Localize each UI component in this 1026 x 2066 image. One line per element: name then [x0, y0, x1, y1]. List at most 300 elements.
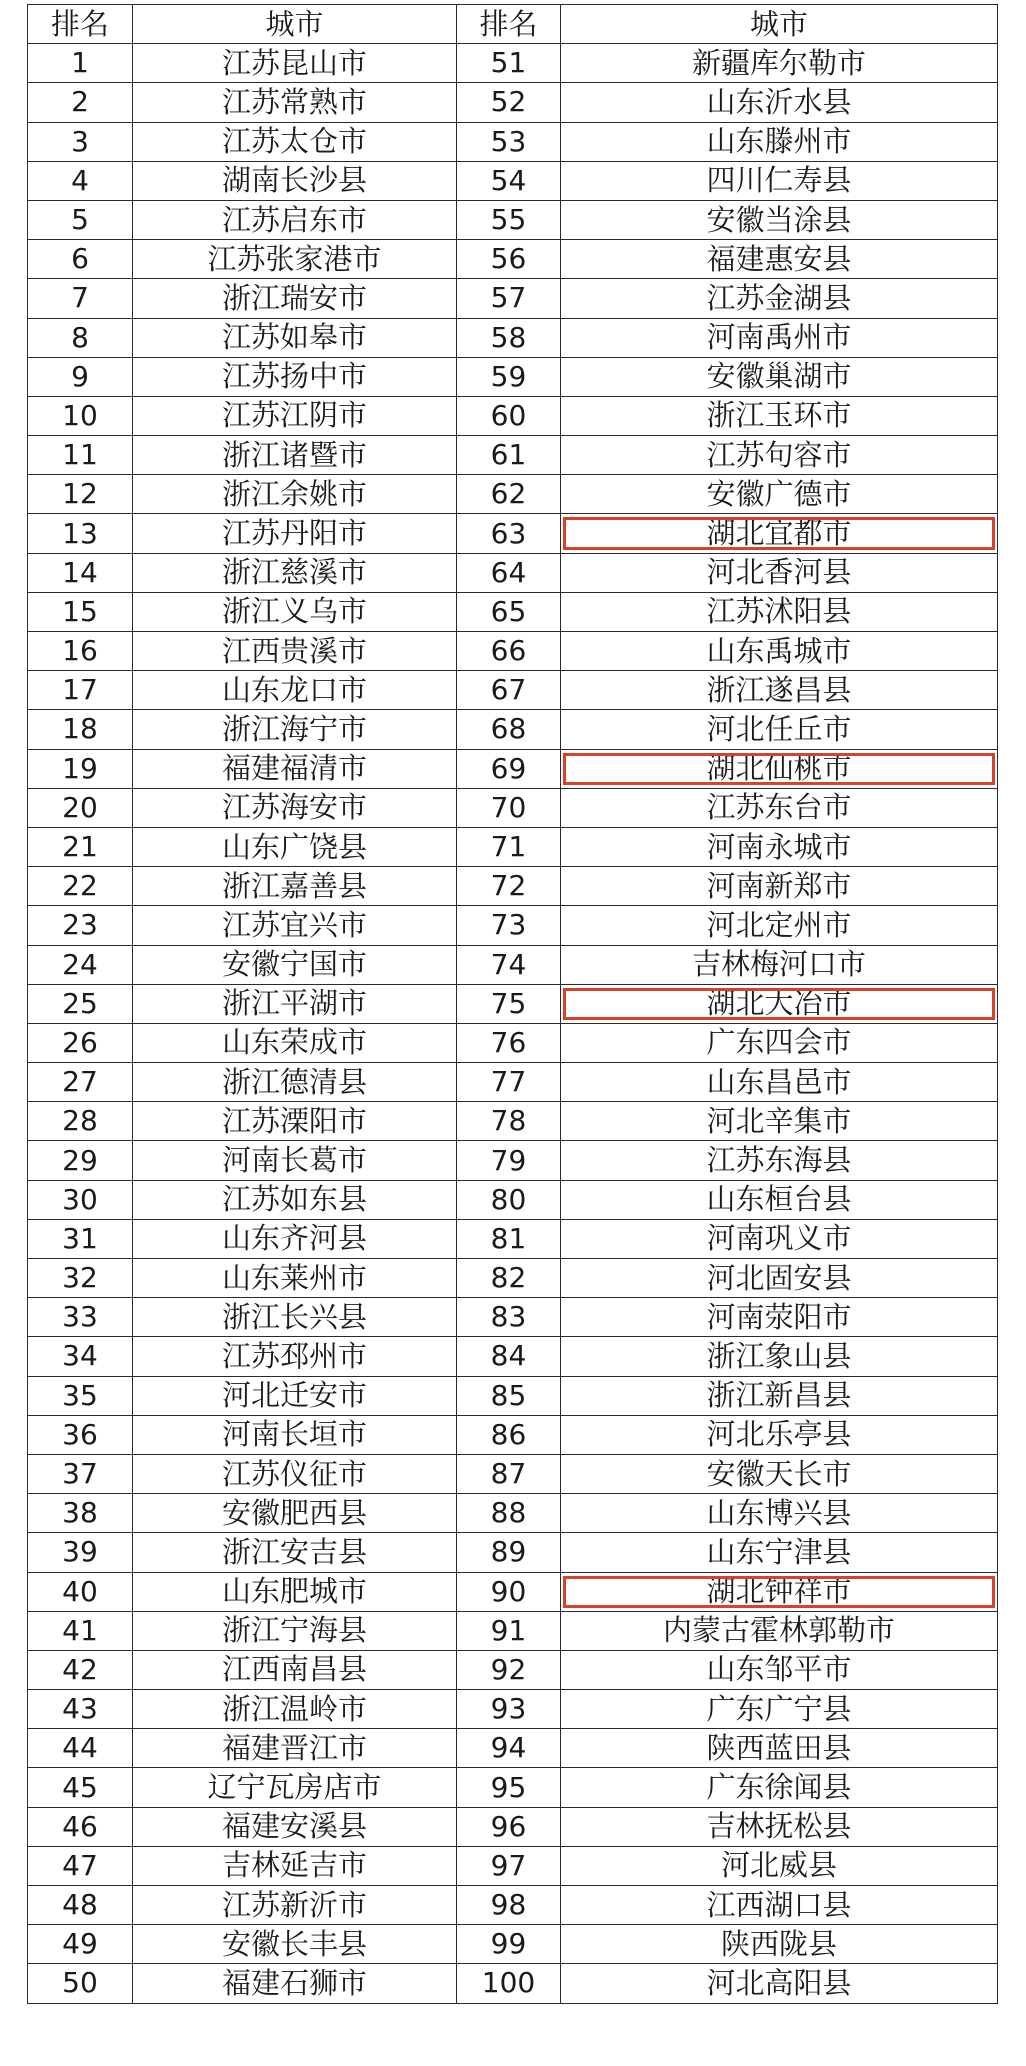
city-right-cell	[561, 1102, 998, 1141]
city-left-text: 河南长葛市	[221, 1143, 367, 1178]
rank-right-text: 65	[490, 594, 527, 628]
city-left-text: 江苏宜兴市	[221, 907, 367, 942]
city-left-text: 江西贵溪市	[221, 633, 367, 668]
city-right-cell	[561, 44, 998, 83]
rank-left-text: 49	[62, 1927, 98, 1961]
rank-right-text: 79	[490, 1143, 527, 1177]
rank-left-cell	[28, 671, 133, 710]
table-row	[28, 475, 998, 514]
rank-right-cell	[457, 240, 561, 279]
rank-left-text: 15	[62, 594, 98, 628]
table-row	[28, 867, 998, 906]
city-right-text: 山东昌邑市	[706, 1064, 852, 1099]
city-right-text: 山东桓台县	[706, 1182, 852, 1217]
rank-left-cell	[28, 1925, 133, 1964]
rank-right-cell	[457, 161, 561, 200]
city-right-text: 河北乐亭县	[706, 1417, 852, 1452]
city-left-cell	[133, 1690, 457, 1729]
city-right-text: 福建惠安县	[706, 241, 852, 276]
rank-right-text: 51	[490, 46, 527, 80]
rank-left-text: 7	[71, 281, 89, 315]
rank-right-cell	[457, 1690, 561, 1729]
rank-left-cell	[28, 1259, 133, 1298]
table-row	[28, 592, 998, 631]
city-right-text: 广东广宁县	[706, 1691, 852, 1726]
city-left-text: 安徽宁国市	[221, 947, 367, 982]
rank-right-text: 95	[490, 1770, 527, 1804]
rank-right-cell	[457, 1611, 561, 1650]
table-row	[28, 1846, 998, 1885]
header-rank-left: 排名	[28, 5, 133, 44]
rank-right-text: 96	[490, 1809, 527, 1843]
rank-right-text: 87	[490, 1457, 527, 1491]
rank-left-cell	[28, 44, 133, 83]
rank-left-text: 22	[62, 869, 98, 903]
city-left-text: 福建安溪县	[221, 1809, 367, 1844]
rank-left-cell	[28, 1023, 133, 1062]
city-left-cell	[133, 83, 457, 122]
rank-left-text: 12	[62, 477, 98, 511]
header-row	[28, 5, 998, 44]
table-row	[28, 240, 998, 279]
city-left-text: 江苏昆山市	[221, 45, 367, 80]
city-left-cell	[133, 749, 457, 788]
rank-left-text: 36	[62, 1417, 98, 1451]
rank-right-text: 84	[490, 1339, 527, 1373]
rank-left-cell	[28, 1729, 133, 1768]
table-row	[28, 396, 998, 435]
rank-left-cell	[28, 1611, 133, 1650]
city-right-cell	[561, 1611, 998, 1650]
city-right-text: 安徽当涂县	[706, 202, 852, 237]
city-left-cell	[133, 1415, 457, 1454]
rank-right-cell	[457, 1415, 561, 1454]
city-left-cell	[133, 1611, 457, 1650]
city-right-cell	[561, 1063, 998, 1102]
rank-left-cell	[28, 867, 133, 906]
city-right-text: 浙江玉环市	[706, 398, 852, 433]
city-right-cell	[561, 984, 998, 1023]
table-row	[28, 1925, 998, 1964]
rank-left-text: 14	[62, 555, 98, 589]
rank-left-cell	[28, 1494, 133, 1533]
city-right-cell	[561, 1298, 998, 1337]
city-right-text: 广东四会市	[706, 1025, 852, 1060]
rank-right-cell	[457, 906, 561, 945]
rank-right-text: 88	[490, 1496, 527, 1530]
rank-left-text: 41	[62, 1613, 98, 1647]
city-right-text: 陕西蓝田县	[706, 1730, 852, 1765]
ranking-table	[27, 4, 998, 2004]
rank-left-cell	[28, 83, 133, 122]
rank-left-cell	[28, 1846, 133, 1885]
city-left-cell	[133, 357, 457, 396]
rank-left-text: 28	[62, 1104, 98, 1138]
city-left-cell	[133, 1376, 457, 1415]
city-right-cell	[561, 1023, 998, 1062]
table-row	[28, 122, 998, 161]
table-header	[28, 5, 998, 44]
rank-left-text: 44	[62, 1731, 98, 1765]
city-right-cell	[561, 279, 998, 318]
table-row	[28, 44, 998, 83]
city-right-text: 四川仁寿县	[706, 163, 852, 198]
table-row	[28, 553, 998, 592]
city-right-text: 浙江象山县	[706, 1338, 852, 1373]
city-left-cell	[133, 1729, 457, 1768]
city-left-cell	[133, 1494, 457, 1533]
city-left-cell	[133, 475, 457, 514]
table-row	[28, 200, 998, 239]
city-right-cell	[561, 553, 998, 592]
city-right-text: 吉林梅河口市	[691, 947, 866, 982]
city-right-cell	[561, 1454, 998, 1493]
table-row	[28, 1533, 998, 1572]
city-left-text: 浙江宁海县	[221, 1613, 367, 1648]
city-left-text: 山东荣成市	[221, 1025, 367, 1060]
city-left-text: 湖南长沙县	[221, 163, 367, 198]
city-right-cell	[561, 1376, 998, 1415]
city-left-cell	[133, 1063, 457, 1102]
rank-left-cell	[28, 788, 133, 827]
rank-left-text: 50	[62, 1966, 98, 2000]
rank-left-text: 21	[62, 830, 98, 864]
rank-right-cell	[457, 671, 561, 710]
city-left-text: 浙江海宁市	[221, 711, 367, 746]
rank-right-cell	[457, 1650, 561, 1689]
city-left-text: 安徽肥西县	[221, 1495, 367, 1530]
rank-left-text: 31	[62, 1221, 98, 1255]
table-row	[28, 1376, 998, 1415]
city-left-cell	[133, 436, 457, 475]
city-right-text: 江苏东海县	[706, 1143, 852, 1178]
rank-right-text: 59	[490, 359, 527, 393]
city-right-text: 广东徐闻县	[706, 1770, 852, 1805]
city-right-cell	[561, 710, 998, 749]
rank-left-text: 35	[62, 1378, 98, 1412]
city-left-cell	[133, 240, 457, 279]
rank-right-text: 82	[490, 1261, 527, 1295]
table-row	[28, 1807, 998, 1846]
rank-right-text: 80	[490, 1182, 527, 1216]
rank-left-text: 26	[62, 1025, 98, 1059]
rank-right-cell	[457, 1768, 561, 1807]
rank-right-cell	[457, 632, 561, 671]
city-left-text: 浙江余姚市	[221, 476, 367, 511]
rank-right-cell	[457, 436, 561, 475]
city-left-text: 江苏太仓市	[221, 124, 367, 159]
table-row	[28, 1690, 998, 1729]
city-right-cell	[561, 632, 998, 671]
city-left-cell	[133, 945, 457, 984]
rank-right-cell	[457, 1886, 561, 1925]
rank-left-cell	[28, 279, 133, 318]
rank-left-cell	[28, 1415, 133, 1454]
rank-left-text: 37	[62, 1457, 98, 1491]
table-row	[28, 1259, 998, 1298]
rank-right-text: 64	[490, 555, 527, 589]
rank-right-cell	[457, 1180, 561, 1219]
table-row	[28, 83, 998, 122]
rank-right-text: 72	[490, 869, 527, 903]
city-right-cell	[561, 122, 998, 161]
city-left-text: 吉林延吉市	[221, 1848, 367, 1883]
city-right-text: 河南巩义市	[706, 1221, 852, 1256]
city-right-text: 河北任丘市	[706, 711, 852, 746]
city-left-text: 浙江温岭市	[221, 1691, 367, 1726]
rank-left-text: 43	[62, 1692, 98, 1726]
city-left-cell	[133, 1533, 457, 1572]
city-right-text: 河南荥阳市	[706, 1299, 852, 1334]
rank-right-text: 98	[490, 1888, 527, 1922]
city-right-cell	[561, 1650, 998, 1689]
rank-left-text: 10	[62, 398, 98, 432]
city-left-cell	[133, 592, 457, 631]
city-right-text: 湖北仙桃市	[706, 751, 852, 786]
city-right-text: 江苏东台市	[706, 790, 852, 825]
rank-right-cell	[457, 749, 561, 788]
rank-right-text: 90	[490, 1574, 527, 1608]
city-left-cell	[133, 514, 457, 553]
city-left-cell	[133, 1650, 457, 1689]
city-right-text: 河南永城市	[706, 829, 852, 864]
rank-right-text: 94	[490, 1731, 527, 1765]
city-right-cell	[561, 749, 998, 788]
table-row	[28, 1454, 998, 1493]
city-left-text: 江苏仪征市	[221, 1456, 367, 1491]
rank-left-cell	[28, 1807, 133, 1846]
table-row	[28, 827, 998, 866]
city-left-text: 江苏邳州市	[221, 1338, 367, 1373]
rank-left-text: 45	[62, 1770, 98, 1804]
rank-right-cell	[457, 867, 561, 906]
city-right-text: 浙江新昌县	[706, 1378, 852, 1413]
city-right-cell	[561, 514, 998, 553]
city-right-text: 安徽巢湖市	[706, 359, 852, 394]
rank-left-text: 39	[62, 1535, 98, 1569]
rank-left-cell	[28, 357, 133, 396]
table-row	[28, 279, 998, 318]
city-right-cell	[561, 788, 998, 827]
city-left-text: 江苏溧阳市	[221, 1103, 367, 1138]
table-row	[28, 1141, 998, 1180]
city-right-text: 山东滕州市	[706, 124, 852, 159]
city-left-text: 浙江义乌市	[221, 594, 367, 629]
city-right-cell	[561, 1337, 998, 1376]
rank-right-cell	[457, 1337, 561, 1376]
rank-left-cell	[28, 514, 133, 553]
city-left-text: 江苏扬中市	[221, 359, 367, 394]
rank-right-cell	[457, 357, 561, 396]
rank-left-cell	[28, 592, 133, 631]
table-row	[28, 1611, 998, 1650]
city-left-cell	[133, 1337, 457, 1376]
city-left-cell	[133, 1925, 457, 1964]
city-right-cell	[561, 1690, 998, 1729]
city-left-text: 江苏海安市	[221, 790, 367, 825]
rank-left-text: 17	[62, 673, 98, 707]
city-left-text: 浙江安吉县	[221, 1534, 367, 1569]
rank-right-text: 99	[490, 1927, 527, 1961]
rank-right-text: 69	[490, 751, 527, 785]
rank-right-text: 55	[490, 203, 527, 237]
city-right-cell	[561, 867, 998, 906]
rank-right-text: 62	[490, 477, 527, 511]
city-left-text: 江苏常熟市	[221, 84, 367, 119]
city-left-text: 山东莱州市	[221, 1260, 367, 1295]
city-right-text: 河北定州市	[706, 907, 852, 942]
table-row	[28, 632, 998, 671]
city-right-cell	[561, 436, 998, 475]
rank-left-cell	[28, 1298, 133, 1337]
table-row	[28, 357, 998, 396]
city-right-text: 山东禹城市	[706, 633, 852, 668]
city-left-cell	[133, 44, 457, 83]
city-left-cell	[133, 1219, 457, 1258]
city-left-cell	[133, 867, 457, 906]
rank-right-cell	[457, 396, 561, 435]
city-left-cell	[133, 1454, 457, 1493]
city-right-cell	[561, 475, 998, 514]
rank-left-cell	[28, 396, 133, 435]
rank-right-cell	[457, 945, 561, 984]
rank-left-cell	[28, 318, 133, 357]
city-left-text: 江苏丹阳市	[221, 516, 367, 551]
city-right-cell	[561, 1180, 998, 1219]
rank-right-text: 61	[490, 438, 527, 472]
city-left-cell	[133, 671, 457, 710]
city-right-cell	[561, 1807, 998, 1846]
table-row	[28, 1768, 998, 1807]
table-row	[28, 1729, 998, 1768]
city-right-text: 河北威县	[720, 1848, 837, 1883]
city-right-cell	[561, 1219, 998, 1258]
rank-left-cell	[28, 984, 133, 1023]
rank-right-text: 68	[490, 712, 527, 746]
city-right-text: 江西湖口县	[706, 1887, 852, 1922]
city-right-cell	[561, 1494, 998, 1533]
table-row	[28, 1650, 998, 1689]
rank-right-cell	[457, 1964, 561, 2003]
rank-right-text: 74	[490, 947, 527, 981]
rank-right-cell	[457, 122, 561, 161]
table-body	[28, 44, 998, 2003]
city-left-cell	[133, 632, 457, 671]
header-rank-right: 排名	[457, 5, 561, 44]
rank-right-cell	[457, 200, 561, 239]
table-row	[28, 984, 998, 1023]
rank-right-cell	[457, 318, 561, 357]
rank-left-text: 25	[62, 986, 98, 1020]
rank-left-text: 30	[62, 1182, 98, 1216]
city-left-cell	[133, 827, 457, 866]
city-left-text: 江西南昌县	[221, 1652, 367, 1687]
city-right-text: 山东邹平市	[706, 1652, 852, 1687]
rank-right-cell	[457, 1807, 561, 1846]
table-row	[28, 1337, 998, 1376]
rank-right-cell	[457, 592, 561, 631]
city-left-text: 江苏如东县	[221, 1182, 367, 1217]
city-right-cell	[561, 1415, 998, 1454]
city-left-text: 河北迁安市	[221, 1378, 367, 1413]
rank-right-text: 54	[490, 163, 527, 197]
table-row	[28, 1102, 998, 1141]
rank-left-text: 6	[71, 242, 89, 276]
city-left-cell	[133, 161, 457, 200]
rank-left-text: 23	[62, 908, 98, 942]
rank-left-cell	[28, 1768, 133, 1807]
rank-left-cell	[28, 1533, 133, 1572]
rank-left-cell	[28, 1219, 133, 1258]
city-right-cell	[561, 1259, 998, 1298]
rank-left-text: 20	[62, 790, 98, 824]
city-left-cell	[133, 553, 457, 592]
city-right-cell	[561, 1964, 998, 2003]
rank-right-cell	[457, 1298, 561, 1337]
city-right-cell	[561, 1141, 998, 1180]
rank-right-cell	[457, 1533, 561, 1572]
city-left-cell	[133, 1964, 457, 2003]
city-left-text: 浙江长兴县	[221, 1299, 367, 1334]
rank-right-text: 86	[490, 1417, 527, 1451]
rank-left-cell	[28, 1690, 133, 1729]
rank-right-cell	[457, 1063, 561, 1102]
rank-right-cell	[457, 44, 561, 83]
rank-right-text: 70	[490, 790, 527, 824]
table-row	[28, 1964, 998, 2003]
city-left-text: 山东龙口市	[221, 672, 367, 707]
rank-left-text: 16	[62, 634, 98, 668]
city-left-cell	[133, 1886, 457, 1925]
rank-right-cell	[457, 83, 561, 122]
rank-left-cell	[28, 1141, 133, 1180]
city-left-cell	[133, 906, 457, 945]
table-row	[28, 788, 998, 827]
city-right-cell	[561, 906, 998, 945]
rank-right-cell	[457, 514, 561, 553]
city-left-text: 浙江诸暨市	[221, 437, 367, 472]
table-row	[28, 436, 998, 475]
city-right-cell	[561, 357, 998, 396]
rank-right-cell	[457, 1494, 561, 1533]
rank-left-text: 34	[62, 1339, 98, 1373]
rank-right-text: 76	[490, 1025, 527, 1059]
city-right-text: 安徽天长市	[706, 1456, 852, 1491]
rank-right-text: 63	[490, 516, 527, 550]
city-left-text: 山东广饶县	[221, 829, 367, 864]
city-right-cell	[561, 1768, 998, 1807]
city-left-text: 浙江慈溪市	[221, 555, 367, 590]
table-row	[28, 945, 998, 984]
rank-left-cell	[28, 475, 133, 514]
city-right-cell	[561, 240, 998, 279]
rank-right-cell	[457, 1454, 561, 1493]
rank-right-text: 57	[490, 281, 527, 315]
table-row	[28, 1219, 998, 1258]
rank-right-text: 67	[490, 673, 527, 707]
rank-left-cell	[28, 436, 133, 475]
rank-right-text: 73	[490, 908, 527, 942]
rank-right-cell	[457, 1141, 561, 1180]
rank-left-text: 47	[62, 1848, 98, 1882]
city-left-text: 浙江德清县	[221, 1064, 367, 1099]
city-left-cell	[133, 1141, 457, 1180]
rank-right-cell	[457, 1219, 561, 1258]
rank-right-text: 56	[490, 242, 527, 276]
rank-right-cell	[457, 553, 561, 592]
rank-left-cell	[28, 1964, 133, 2003]
rank-left-text: 9	[71, 359, 89, 393]
